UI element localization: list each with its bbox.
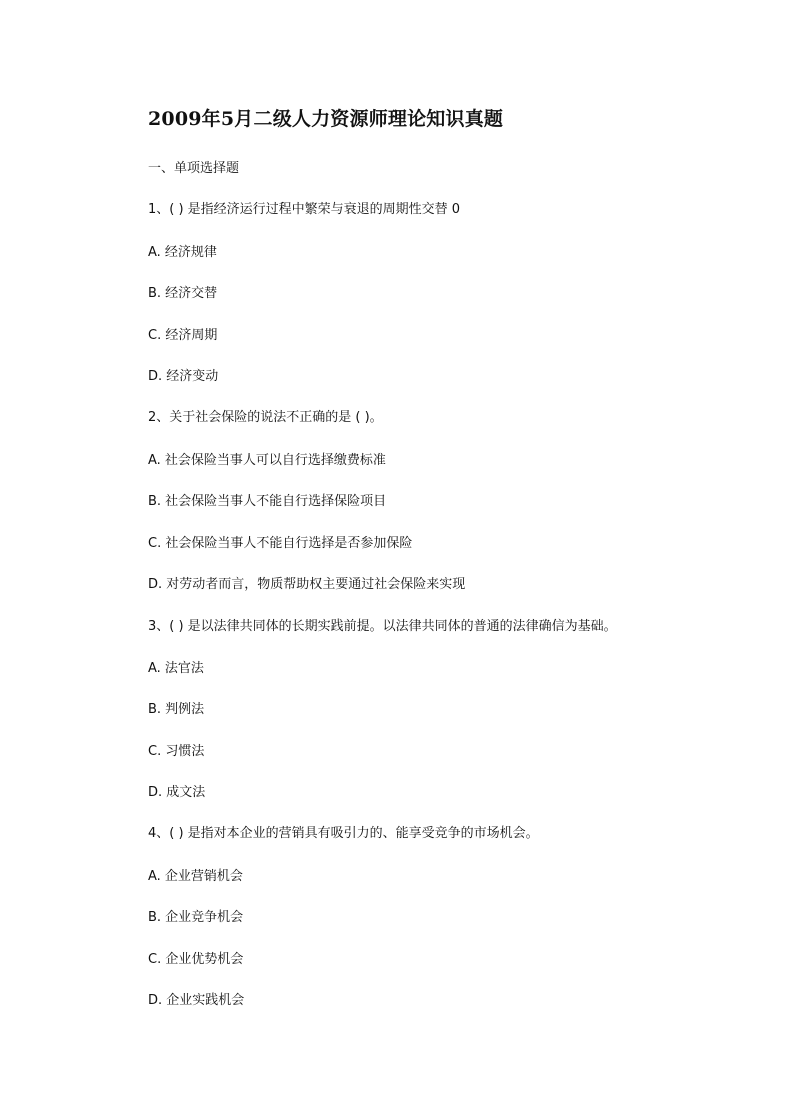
question-3-option-b: B. 判例法	[148, 702, 205, 717]
question-1-option-b: B. 经济交替	[148, 286, 218, 301]
question-2-stem: 2、关于社会保险的说法不正确的是 ( )。	[148, 410, 383, 425]
question-1-option-d: D. 经济变动	[148, 369, 219, 384]
section-heading: 一、单项选择题	[148, 161, 240, 176]
question-3-option-c: C. 习惯法	[148, 744, 205, 759]
question-4-option-c: C. 企业优势机会	[148, 952, 244, 967]
question-4-option-d: D. 企业实践机会	[148, 993, 245, 1008]
question-2-option-b: B. 社会保险当事人不能自行选择保险项目	[148, 494, 387, 509]
question-3-stem: 3、( ) 是以法律共同体的长期实践前提。以法律共同体的普通的法律确信为基础。	[148, 619, 617, 634]
question-4-stem: 4、( ) 是指对本企业的营销具有吸引力的、能享受竞争的市场机会。	[148, 826, 539, 841]
question-2-option-d: D. 对劳动者而言，物质帮助权主要通过社会保险来实现	[148, 577, 466, 592]
question-4-option-b: B. 企业竞争机会	[148, 910, 244, 925]
question-2-option-a: A. 社会保险当事人可以自行选择缴费标准	[148, 453, 386, 468]
question-1-stem: 1、( ) 是指经济运行过程中繁荣与衰退的周期性交替 0	[148, 202, 461, 217]
document-title: 2009年5月二级人力资源师理论知识真题	[148, 108, 504, 130]
question-4-option-a: A. 企业营销机会	[148, 869, 243, 884]
question-3-option-d: D. 成文法	[148, 785, 206, 800]
question-1-option-a: A. 经济规律	[148, 245, 217, 260]
question-3-option-a: A. 法官法	[148, 661, 204, 676]
question-2-option-c: C. 社会保险当事人不能自行选择是否参加保险	[148, 536, 413, 551]
question-1-option-c: C. 经济周期	[148, 328, 218, 343]
